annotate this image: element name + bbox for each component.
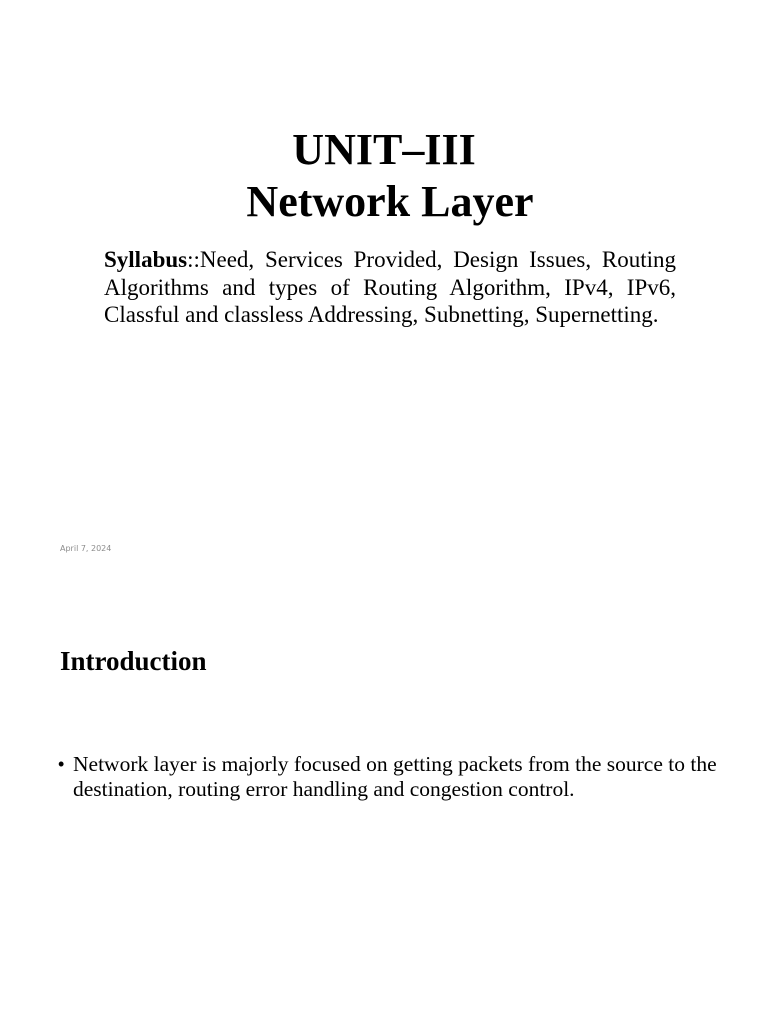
syllabus-label: Syllabus bbox=[104, 247, 188, 272]
syllabus-text: ::Need, Services Provided, Design Issues, Routing Algorithms and types of Routing Algorithm, IPv4, IPv6, Classful and classless Addressing, Subnetting, Supernetting. bbox=[104, 247, 676, 327]
syllabus-paragraph bbox=[104, 246, 676, 329]
slide-introduction bbox=[0, 580, 768, 1024]
bullet-text: Network layer is majorly focused on getting packets from the source to the destination, routing error handling and congestion control. bbox=[73, 752, 717, 801]
slide-date: April 7, 2024 bbox=[60, 544, 112, 553]
bullet-list bbox=[58, 752, 728, 802]
bullet-icon: • bbox=[58, 754, 65, 774]
slide-title-unit: UNIT–III bbox=[292, 125, 476, 174]
slide-title-network-layer: Network Layer bbox=[246, 177, 534, 226]
bullet-item bbox=[58, 752, 728, 802]
introduction-heading: Introduction bbox=[60, 646, 207, 676]
